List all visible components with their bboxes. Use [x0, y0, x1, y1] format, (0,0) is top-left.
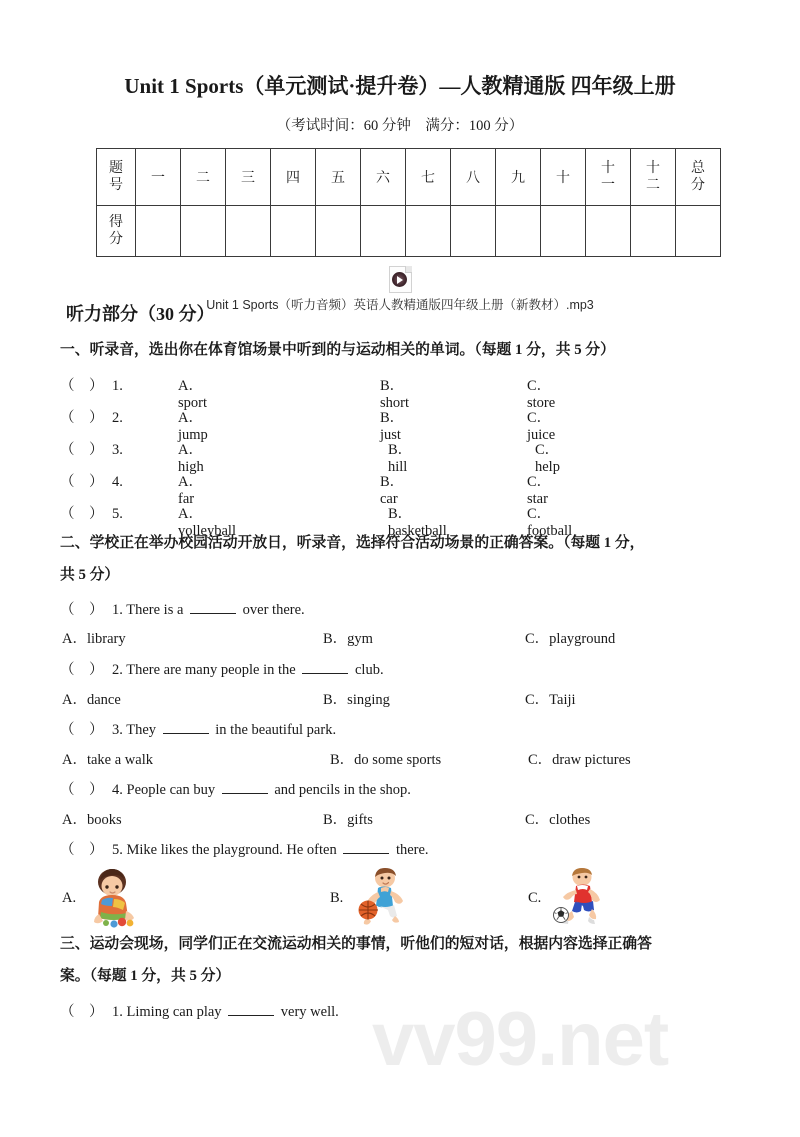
fill-blank-2-2[interactable] — [302, 661, 348, 674]
score-table-col-1: 一 — [136, 149, 181, 206]
picture-option-a-label: A. — [62, 890, 77, 906]
boy-playing-football-illustration — [552, 866, 608, 930]
section-two-question-2[interactable] — [60, 658, 384, 679]
answer-bracket-3-1[interactable]: （ ） — [60, 1004, 104, 1020]
section-three-heading-line2: 案。（每题 1 分，共 5 分） — [60, 968, 231, 984]
option-b-1-5[interactable]: B．basketball — [388, 506, 447, 539]
option-b-1-1[interactable]: B．short — [380, 378, 409, 411]
question-stem-2-3-post: in the beautiful park. — [211, 722, 337, 738]
score-cell-8[interactable] — [451, 206, 496, 257]
audio-file-play-icon[interactable] — [389, 266, 412, 293]
answer-bracket-1-3[interactable]: （ ） — [60, 442, 104, 458]
question-stem-3-1-pre: 1. Liming can play — [112, 1004, 226, 1020]
score-cell-total[interactable] — [676, 206, 721, 257]
option-c-1-2[interactable]: C．juice — [527, 410, 556, 443]
child-playing-with-toys-illustration — [86, 866, 142, 930]
question-number-1-3: 3. — [112, 442, 123, 458]
option-a-1-1[interactable]: A．sport — [178, 378, 207, 411]
question-number-1-4: 4. — [112, 474, 123, 490]
option-a-1-5[interactable]: A．volleyball — [178, 506, 236, 539]
section-one-question-5[interactable] — [60, 502, 573, 539]
option-b-1-4[interactable]: B．car — [380, 474, 405, 507]
option-b-2-1[interactable]: B．gym — [323, 631, 373, 647]
option-a-1-3[interactable]: A．high — [178, 442, 204, 475]
answer-bracket-1-2[interactable]: （ ） — [60, 410, 104, 426]
section-one-heading: 一、听录音，选出你在体育馆场景中听到的与运动相关的单词。（每题 1 分，共 5 分） — [60, 342, 615, 358]
fill-blank-2-3[interactable] — [163, 721, 209, 734]
option-c-1-1[interactable]: C．store — [527, 378, 556, 411]
section-three-question-1[interactable] — [60, 1000, 339, 1021]
site-watermark: vv99.net — [372, 997, 669, 1082]
section-one-question-1[interactable] — [60, 374, 556, 411]
option-c-2-1[interactable]: C．playground — [525, 631, 616, 647]
option-c-2-2[interactable]: C．Taiji — [525, 692, 576, 708]
section-two-heading-line1: 二、学校正在举办校园活动开放日，听录音，选择符合活动场景的正确答案。（每题 1 分， — [60, 535, 645, 551]
option-b-2-3[interactable]: B．do some sports — [330, 752, 442, 768]
answer-bracket-1-4[interactable]: （ ） — [60, 474, 104, 490]
section-two-question-1[interactable] — [60, 598, 305, 619]
section-two-question-3[interactable] — [60, 718, 336, 739]
score-table-col-5: 五 — [316, 149, 361, 206]
question-stem-2-1-pre: 1. There is a — [112, 602, 188, 618]
question-stem-3-1-post: very well. — [277, 1004, 339, 1020]
option-a-2-1[interactable]: A．library — [62, 631, 126, 647]
score-cell-2[interactable] — [181, 206, 226, 257]
question-number-1-5: 5. — [112, 506, 123, 522]
fill-blank-2-5[interactable] — [343, 841, 389, 854]
score-table-col-11: 十 一 — [586, 149, 631, 206]
option-b-2-4[interactable]: B．gifts — [323, 812, 373, 828]
section-two-picture-options — [60, 866, 760, 930]
score-table-col-7: 七 — [406, 149, 451, 206]
score-table-col-8: 八 — [451, 149, 496, 206]
option-a-2-2[interactable]: A．dance — [62, 692, 121, 708]
score-table-col-6: 六 — [361, 149, 406, 206]
section-two-question-4[interactable] — [60, 778, 411, 799]
section-one-question-2[interactable] — [60, 406, 556, 443]
play-button-disc[interactable] — [392, 272, 407, 287]
option-a-1-2[interactable]: A．jump — [178, 410, 208, 443]
picture-option-b-label: B. — [330, 890, 344, 906]
section-one-question-4[interactable] — [60, 470, 552, 507]
question-stem-2-3-pre: 3. They — [112, 722, 160, 738]
table-row-scores — [97, 206, 721, 257]
score-table-col-4: 四 — [271, 149, 316, 206]
answer-bracket-1-5[interactable]: （ ） — [60, 506, 104, 522]
score-table-col-total: 总 分 — [676, 149, 721, 206]
score-table-row-label: 题 号 — [97, 149, 136, 206]
score-cell-3[interactable] — [226, 206, 271, 257]
score-cell-5[interactable] — [316, 206, 361, 257]
answer-bracket-2-2[interactable]: （ ） — [60, 662, 104, 678]
option-a-2-4[interactable]: A．books — [62, 812, 122, 828]
boy-playing-basketball-illustration — [354, 866, 410, 930]
fill-blank-2-1[interactable] — [190, 601, 236, 614]
file-corner-fold — [405, 266, 412, 273]
section-one-question-3[interactable] — [60, 438, 560, 475]
option-c-2-3[interactable]: C．draw pictures — [528, 752, 631, 768]
answer-bracket-1-1[interactable]: （ ） — [60, 378, 104, 394]
question-number-1-2: 2. — [112, 410, 123, 426]
score-cell-4[interactable] — [271, 206, 316, 257]
exam-info-subtitle: （考试时间：60 分钟 满分：100 分） — [276, 118, 524, 134]
answer-bracket-2-3[interactable]: （ ） — [60, 722, 104, 738]
table-row-question-numbers — [97, 149, 721, 206]
audio-file-name: Unit 1 Sports（听力音频）英语人教精通版四年级上册（新教材）.mp3 — [206, 298, 594, 312]
fill-blank-2-4[interactable] — [222, 781, 268, 794]
score-cell-10[interactable] — [541, 206, 586, 257]
section-three-heading-line1: 三、运动会现场，同学们正在交流运动相关的事情，听他们的短对话，根据内容选择正确答 — [60, 936, 652, 952]
option-b-1-2[interactable]: B．just — [380, 410, 405, 443]
question-stem-2-2-post: club. — [351, 662, 384, 678]
score-cell-6[interactable] — [361, 206, 406, 257]
option-b-2-2[interactable]: B．singing — [323, 692, 390, 708]
question-stem-2-2-pre: 2. There are many people in the — [112, 662, 300, 678]
score-table-row-label-score: 得 分 — [97, 206, 136, 257]
section-two-heading-line2: 共 5 分） — [60, 567, 120, 583]
answer-bracket-2-5[interactable]: （ ） — [60, 842, 104, 858]
listening-part-heading: 听力部分（30 分） — [66, 304, 215, 324]
score-cell-11[interactable] — [586, 206, 631, 257]
score-table — [96, 148, 721, 257]
score-cell-12[interactable] — [631, 206, 676, 257]
option-c-1-3[interactable]: C．help — [535, 442, 560, 475]
question-stem-2-5-post: there. — [392, 842, 429, 858]
option-c-2-4[interactable]: C．clothes — [525, 812, 591, 828]
question-stem-2-4-pre: 4. People can buy — [112, 782, 219, 798]
score-table-col-2: 二 — [181, 149, 226, 206]
option-a-1-4[interactable]: A．far — [178, 474, 203, 507]
score-cell-7[interactable] — [406, 206, 451, 257]
option-c-1-4[interactable]: C．star — [527, 474, 552, 507]
fill-blank-3-1[interactable] — [228, 1003, 274, 1016]
question-stem-2-5-pre: 5. Mike likes the playground. He often — [112, 842, 341, 858]
score-cell-1[interactable] — [136, 206, 181, 257]
page-title: Unit 1 Sports（单元测试·提升卷）—人教精通版 四年级上册 — [124, 74, 676, 98]
section-two-question-5[interactable] — [60, 838, 429, 859]
option-b-1-3[interactable]: B．hill — [388, 442, 413, 475]
answer-bracket-2-1[interactable]: （ ） — [60, 602, 104, 618]
score-table-col-10: 十 — [541, 149, 586, 206]
option-c-1-5[interactable]: C．football — [527, 506, 573, 539]
picture-option-c-label: C. — [528, 890, 542, 906]
option-a-2-3[interactable]: A．take a walk — [62, 752, 153, 768]
score-table-col-12: 十 二 — [631, 149, 676, 206]
question-stem-2-4-post: and pencils in the shop. — [270, 782, 411, 798]
question-stem-2-1-post: over there. — [239, 602, 305, 618]
score-table-col-3: 三 — [226, 149, 271, 206]
score-cell-9[interactable] — [496, 206, 541, 257]
score-table-col-9: 九 — [496, 149, 541, 206]
question-number-1-1: 1. — [112, 378, 123, 394]
answer-bracket-2-4[interactable]: （ ） — [60, 782, 104, 798]
